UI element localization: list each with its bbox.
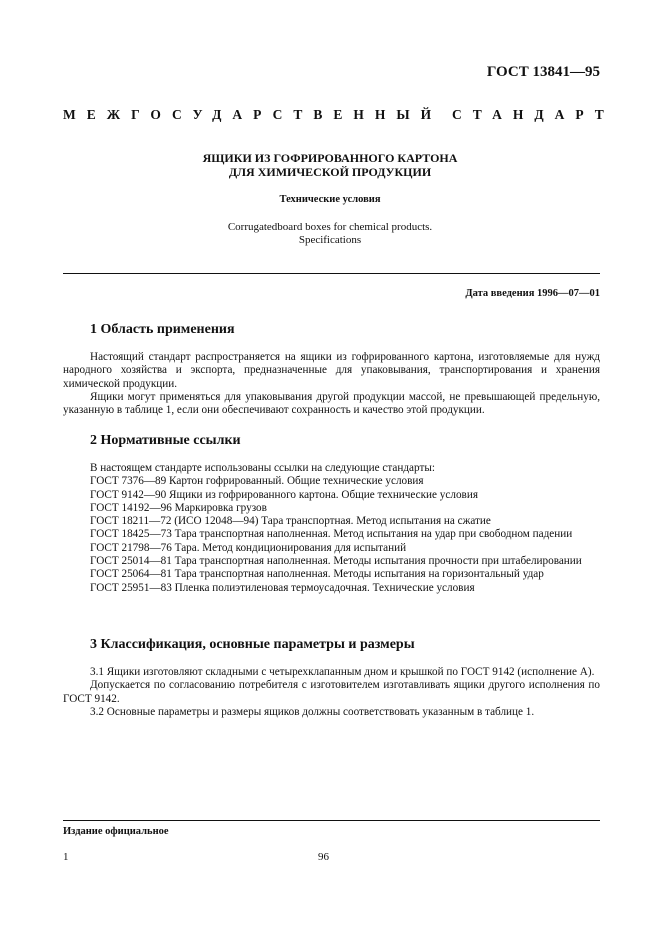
reference-item: ГОСТ 9142—90 Ящики из гофрированного картона. Общие технические условия — [90, 488, 478, 501]
section-3-paragraph-3: 3.2 Основные параметры и размеры ящиков должны соответствовать указанным в таблице 1. — [90, 705, 535, 718]
title-line-1: ЯЩИКИ ИЗ ГОФРИРОВАННОГО КАРТОНА — [202, 151, 458, 165]
page-number: 96 — [318, 851, 329, 863]
english-title-line-2: Specifications — [298, 234, 362, 246]
standard-word-banner: СТАНДАРТ — [452, 107, 615, 122]
standard-type-banner: МЕЖГОСУДАРСТВЕННЫЙ — [63, 107, 443, 122]
footer-divider — [63, 820, 600, 821]
section-2-body — [63, 462, 600, 595]
reference-item: ГОСТ 18425—73 Тара транспортная наполненная. Метод испытания на удар при свободном падении — [90, 528, 573, 541]
english-title-line-1: Corrugatedboard boxes for chemical products. — [227, 221, 433, 233]
section-1-body — [63, 351, 600, 417]
section-3-paragraph-2: Допускается по согласованию потребителя с изготовителем изготавливать ящики другого исполнения по ГОСТ 9142. — [63, 679, 600, 705]
edition-note: Издание официальное — [63, 826, 169, 837]
footer-left-mark: 1 — [63, 851, 69, 863]
section-1-heading: 1 Область применения — [90, 322, 235, 337]
reference-item: ГОСТ 18211—72 (ИСО 12048—94) Тара транспортная. Метод испытания на сжатие — [90, 515, 491, 528]
title-line-2: ДЛЯ ХИМИЧЕСКОЙ ПРОДУКЦИИ — [228, 165, 432, 179]
section-2-heading: 2 Нормативные ссылки — [90, 433, 241, 448]
reference-item: ГОСТ 7376—89 Картон гофрированный. Общие технические условия — [90, 475, 424, 488]
section-3-heading: 3 Классификация, основные параметры и размеры — [90, 637, 415, 652]
document-subtitle: Технические условия — [279, 194, 381, 205]
header-divider — [63, 273, 600, 274]
section-1-paragraph-2: Ящики могут применяться для упаковывания другой продукции массой, не превышающей предельную, указанную в таблице 1, если они обеспечивают сохранность и качество этой продукции. — [63, 390, 600, 417]
english-title — [60, 221, 600, 247]
references-intro: В настоящем стандарте использованы ссылки на следующие стандарты: — [90, 462, 435, 474]
section-1-paragraph-1: Настоящий стандарт распространяется на ящики из гофрированного картона, изготовляемые для нужд народного хозяйства и экспорта, предназначенные для упаковывания, транспортирования и хранения химической продукции. — [63, 351, 600, 390]
reference-item: ГОСТ 25064—81 Тара транспортная наполненная. Методы испытания на горизонтальный удар — [90, 568, 544, 581]
reference-item: ГОСТ 25951—83 Пленка полиэтиленовая термоусадочная. Технические условия — [90, 581, 475, 594]
document-title — [60, 151, 600, 179]
document-code: ГОСТ 13841—95 — [486, 64, 600, 80]
section-3-body — [63, 666, 600, 719]
reference-item: ГОСТ 25014—81 Тара транспортная наполненная. Методы испытания прочности при штабелировании — [90, 555, 582, 568]
introduction-date: Дата введения 1996—07—01 — [465, 288, 600, 299]
reference-item: ГОСТ 21798—76 Тара. Метод кондиционирования для испытаний — [90, 541, 407, 554]
reference-item: ГОСТ 14192—96 Маркировка грузов — [90, 501, 267, 514]
section-3-paragraph-1: 3.1 Ящики изготовляют складными с четырехклапанным дном и крышкой по ГОСТ 9142 (исполнение А). — [90, 666, 595, 678]
